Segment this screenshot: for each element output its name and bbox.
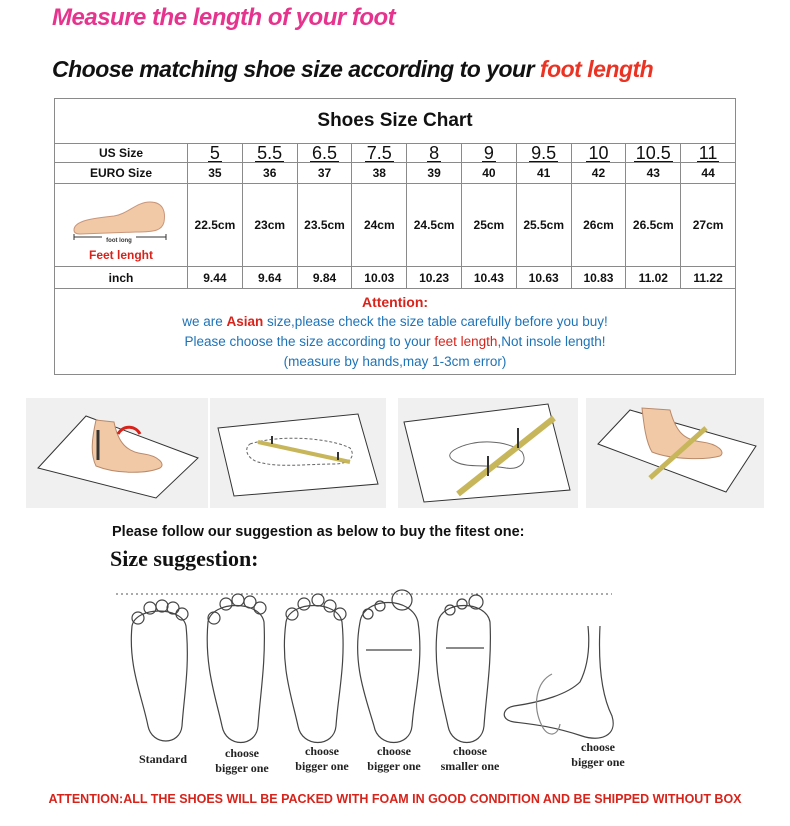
measure-step-1: [26, 398, 208, 508]
euro-size-cells: [188, 163, 735, 183]
inch-row: [55, 267, 735, 289]
feet-length-row: [55, 184, 735, 267]
euro-size-label: EURO Size: [55, 163, 188, 183]
note-line-1-suffix: size,please check the size table carefully before you buy!: [263, 314, 608, 329]
attention-title: Attention:: [361, 294, 429, 310]
us-size-cell: [462, 143, 517, 162]
feet-length-cell: [517, 184, 572, 266]
us-size-value: 11: [698, 143, 718, 163]
caption-bigger-3: [356, 744, 432, 774]
inch-cell: [572, 267, 627, 288]
measure-step-3: [398, 398, 578, 508]
chart-title: Shoes Size Chart: [55, 99, 735, 144]
euro-size-cell: [626, 163, 681, 183]
feet-length-label: Feet lenght: [88, 248, 153, 262]
inch-value: 9.64: [258, 270, 282, 285]
us-size-cell: [681, 143, 735, 162]
euro-size-row: [55, 163, 735, 184]
note-line-1-prefix: we are: [182, 314, 227, 329]
feet-length-cell: [243, 184, 298, 266]
caption-bigger-1-line2: bigger one: [215, 761, 269, 775]
note-line-2-highlight: feet length: [434, 334, 498, 349]
note-line-1-highlight: Asian: [226, 314, 264, 329]
size-suggestion-title: Size suggestion:: [110, 546, 259, 571]
inch-value: 10.63: [528, 270, 559, 285]
us-size-value: 7.5: [366, 143, 392, 163]
euro-size-value: 38: [372, 166, 386, 180]
inch-cell: [407, 267, 462, 288]
inch-value: 10.03: [364, 270, 395, 285]
inch-value: 10.43: [473, 270, 504, 285]
inch-cell: [462, 267, 517, 288]
euro-size-cell: [243, 163, 298, 183]
euro-size-cell: [298, 163, 353, 183]
feet-length-cell: [352, 184, 407, 266]
euro-size-value: 43: [646, 166, 660, 180]
euro-size-value: 37: [317, 166, 332, 180]
us-size-cell: [572, 143, 627, 162]
caption-bigger-3-line1: choose: [377, 744, 411, 758]
us-size-value: 6.5: [311, 143, 337, 163]
inch-cell: [517, 267, 572, 288]
us-size-cells: [188, 143, 735, 162]
feet-length-value: 25.5cm: [523, 218, 565, 232]
us-size-value: 5: [209, 143, 220, 163]
caption-standard: [128, 752, 198, 767]
euro-size-cell: [572, 163, 627, 183]
euro-size-cell: [681, 163, 735, 183]
inch-value: 11.22: [693, 270, 723, 285]
us-size-row: [55, 143, 735, 163]
euro-size-value: 36: [263, 166, 277, 180]
euro-size-value: 42: [591, 166, 606, 180]
caption-side-view-line1: choose: [581, 740, 615, 754]
caption-bigger-2: [284, 744, 360, 774]
feet-length-value: 26.5cm: [632, 218, 674, 232]
feet-length-cell: [572, 184, 627, 266]
us-size-value: 10.5: [635, 143, 671, 163]
us-size-cell: [626, 143, 681, 162]
foot-long-label: foot long: [106, 238, 132, 244]
euro-size-cell: [462, 163, 517, 183]
euro-size-value: 35: [208, 166, 222, 180]
feet-length-cell: [681, 184, 735, 266]
feet-length-cell: [188, 184, 243, 266]
measure-step-4: [586, 398, 764, 508]
feet-length-value: 27cm: [692, 218, 724, 232]
us-size-value: 5.5: [257, 143, 283, 163]
measure-step-2: [210, 398, 386, 508]
feet-length-value: 26cm: [583, 218, 614, 232]
caption-smaller-line1: choose: [453, 744, 487, 758]
attention-notes: [55, 292, 735, 372]
inch-value: 9.84: [312, 270, 337, 285]
feet-length-value: 23.5cm: [304, 218, 345, 232]
feet-length-value: 23cm: [254, 218, 286, 232]
inch-cell: [188, 267, 243, 288]
us-size-value: 8: [429, 143, 440, 163]
ruler-measure-icon: [398, 398, 578, 508]
euro-size-cell: [517, 163, 572, 183]
us-size-cell: [352, 143, 407, 162]
inch-value: 10.23: [419, 270, 450, 285]
us-size-cell: [243, 143, 298, 162]
inch-label: inch: [55, 267, 188, 288]
heel-against-wall-icon: [26, 398, 208, 508]
outline-foot-icon: [210, 398, 386, 508]
note-line-2-prefix: Please choose the size according to your: [184, 334, 435, 349]
choose-heading: [52, 56, 653, 83]
feet-length-cells: [188, 184, 735, 266]
measure-heading: Measure the length of your foot: [52, 4, 396, 31]
feet-length-cell: [407, 184, 462, 266]
inch-cell: [626, 267, 681, 288]
feet-length-value: 22.5cm: [194, 218, 236, 232]
feet-length-value: 25cm: [473, 218, 505, 232]
shipping-attention: ATTENTION:ALL THE SHOES WILL BE PACKED WITH FOAM IN GOOD CONDITION AND BE SHIPPED WITHOUT BOX: [48, 792, 742, 806]
us-size-cell: [407, 143, 462, 162]
caption-bigger-3-line2: bigger one: [367, 759, 421, 773]
choose-heading-prefix: Choose matching shoe size according to your: [52, 56, 540, 82]
inch-cell: [352, 267, 407, 288]
caption-bigger-2-line1: choose: [305, 744, 339, 758]
note-line-3: (measure by hands,may 1-3cm error): [283, 354, 507, 369]
euro-size-value: 40: [482, 166, 496, 180]
note-line-1: [55, 312, 735, 332]
us-size-cell: [188, 143, 243, 162]
size-chart: [54, 98, 736, 375]
us-size-cell: [298, 143, 353, 162]
follow-suggestion-text: Please follow our suggestion as below to buy the fitest one:: [112, 524, 525, 540]
us-size-label: US Size: [55, 143, 188, 162]
caption-bigger-1-line1: choose: [225, 746, 259, 760]
us-size-cell: [517, 143, 572, 162]
euro-size-cell: [188, 163, 243, 183]
caption-standard-text: Standard: [138, 752, 188, 766]
foot-on-ruler-icon: [586, 398, 764, 508]
feet-length-cell: [626, 184, 681, 266]
feet-length-label-cell: [55, 184, 188, 266]
euro-size-cell: [352, 163, 407, 183]
feet-length-cell: [462, 184, 517, 266]
inch-value: 9.44: [203, 270, 227, 285]
choose-heading-highlight: foot length: [539, 56, 654, 82]
euro-size-cell: [407, 163, 462, 183]
us-size-value: 10: [588, 143, 609, 163]
inch-cell: [681, 267, 735, 288]
feet-length-value: 24.5cm: [413, 218, 455, 232]
inch-value: 11.02: [638, 270, 668, 285]
caption-side-view: [560, 740, 636, 770]
note-line-2: [55, 332, 735, 352]
inch-cell: [243, 267, 298, 288]
note-line-2-suffix: ,Not insole length!: [497, 334, 606, 349]
inch-cells: [188, 267, 735, 288]
caption-bigger-2-line2: bigger one: [295, 759, 349, 773]
us-size-value: 9.5: [531, 143, 557, 163]
us-size-value: 9: [483, 143, 494, 163]
caption-smaller-line2: smaller one: [440, 759, 500, 773]
caption-smaller: [430, 744, 510, 774]
inch-value: 10.83: [583, 270, 614, 285]
euro-size-value: 44: [701, 166, 715, 180]
caption-side-view-line2: bigger one: [571, 755, 625, 769]
foot-measure-icon: [66, 196, 176, 244]
euro-size-value: 39: [427, 166, 441, 180]
euro-size-value: 41: [537, 166, 551, 180]
feet-length-cell: [298, 184, 353, 266]
inch-cell: [298, 267, 353, 288]
caption-bigger-1: [204, 746, 280, 776]
feet-length-value: 24cm: [363, 218, 395, 232]
